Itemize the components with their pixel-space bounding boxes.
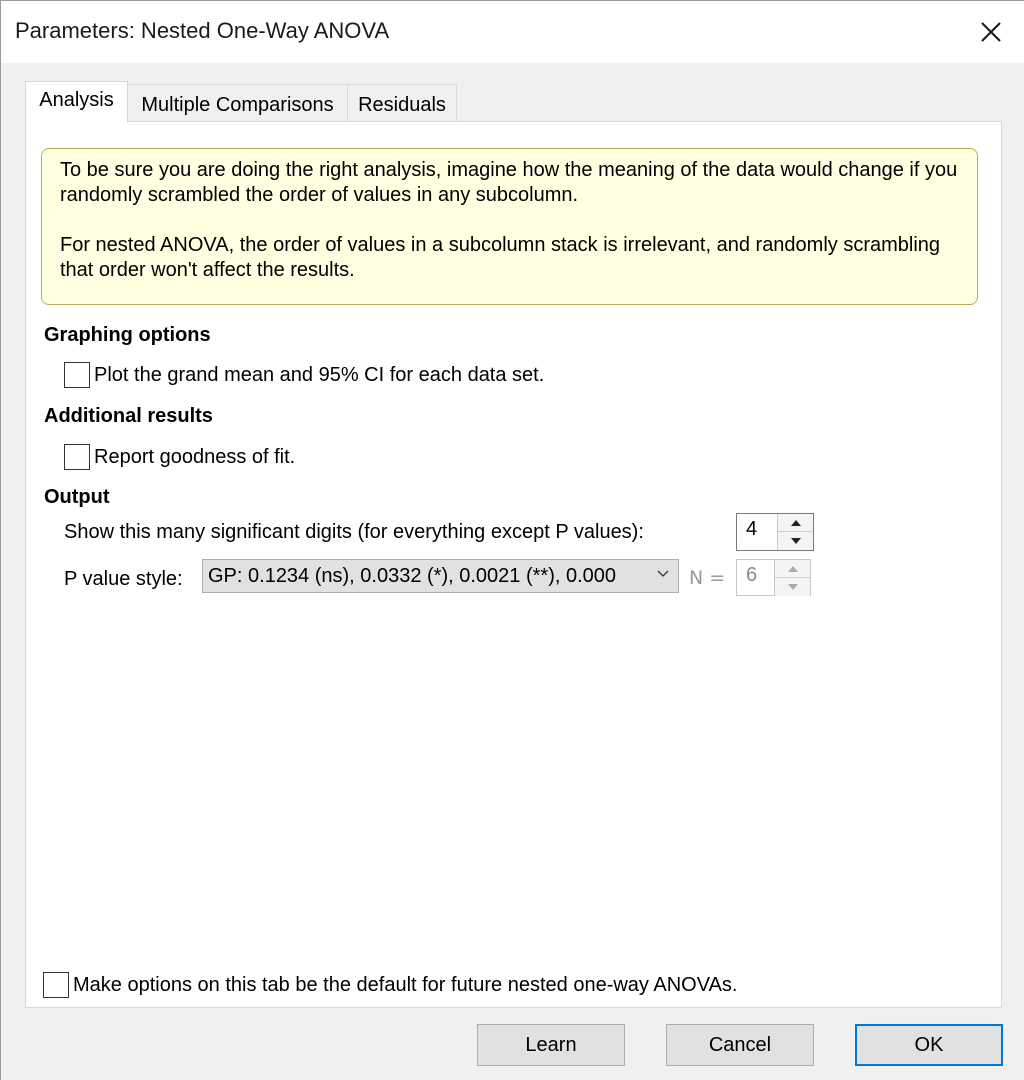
pvalue-style-selected: GP: 0.1234 (ns), 0.0332 (*), 0.0021 (**), 0.000 (208, 565, 617, 587)
tab-residuals[interactable] (347, 84, 457, 124)
tab-analysis[interactable] (25, 81, 128, 123)
plot-grand-mean-checkbox[interactable] (64, 362, 90, 388)
pvalue-style-label: P value style: (64, 568, 183, 590)
notice-paragraph-2: For nested ANOVA, the order of values in a subcolumn stack is irrelevant, and randomly scrambling that order won't affect the results. (60, 234, 941, 281)
goodness-of-fit-option[interactable] (64, 444, 295, 470)
triangle-up-icon (791, 520, 801, 526)
close-button[interactable] (958, 1, 1024, 63)
digits-label: Show this many significant digits (for everything except P values): (64, 521, 644, 543)
default-options-option[interactable] (43, 972, 737, 998)
title-bar (1, 1, 1024, 63)
default-options-checkbox[interactable] (43, 972, 69, 998)
analysis-tab-panel (25, 121, 1002, 1008)
triangle-down-icon (788, 584, 798, 590)
digits-stepper[interactable] (736, 513, 814, 551)
n-label: N = (689, 567, 726, 589)
digits-value: 4 (746, 518, 758, 540)
triangle-up-icon (788, 566, 798, 572)
plot-grand-mean-option[interactable] (64, 362, 544, 388)
ok-button-label: OK (914, 1033, 944, 1056)
additional-results-heading: Additional results (44, 405, 213, 427)
n-increment-button[interactable] (775, 560, 810, 578)
info-notice (41, 148, 978, 305)
digits-increment-button[interactable] (778, 514, 813, 532)
graphing-options-heading: Graphing options (44, 324, 211, 346)
tab-analysis-label: Analysis (39, 89, 114, 111)
n-value: 6 (746, 564, 758, 586)
notice-paragraph-1: To be sure you are doing the right analysis, imagine how the meaning of the data would change if you randomly scrambled the order of values in any subcolumn. (60, 159, 958, 206)
learn-button-label: Learn (525, 1033, 577, 1056)
output-heading: Output (44, 486, 110, 508)
ok-button[interactable] (855, 1024, 1003, 1066)
n-stepper[interactable] (736, 559, 811, 596)
chevron-down-icon (656, 567, 670, 581)
window-title: Parameters: Nested One-Way ANOVA (15, 18, 390, 43)
n-decrement-button[interactable] (775, 578, 810, 596)
digits-decrement-button[interactable] (778, 532, 813, 550)
pvalue-style-select[interactable] (202, 559, 679, 593)
tab-multiple-comparisons-label: Multiple Comparisons (141, 94, 334, 116)
tab-multiple-comparisons[interactable] (127, 84, 348, 124)
tab-residuals-label: Residuals (358, 94, 446, 116)
triangle-down-icon (791, 538, 801, 544)
learn-button[interactable] (477, 1024, 625, 1066)
goodness-of-fit-label: Report goodness of fit. (94, 445, 296, 468)
n-stepper-arrows (774, 560, 810, 595)
goodness-of-fit-checkbox[interactable] (64, 444, 90, 470)
digits-stepper-arrows (777, 514, 813, 550)
close-icon (980, 21, 1002, 43)
cancel-button[interactable] (666, 1024, 814, 1066)
plot-grand-mean-label: Plot the grand mean and 95% CI for each data set. (94, 363, 545, 386)
cancel-button-label: Cancel (708, 1033, 772, 1056)
default-options-label: Make options on this tab be the default for future nested one-way ANOVAs. (73, 973, 738, 996)
